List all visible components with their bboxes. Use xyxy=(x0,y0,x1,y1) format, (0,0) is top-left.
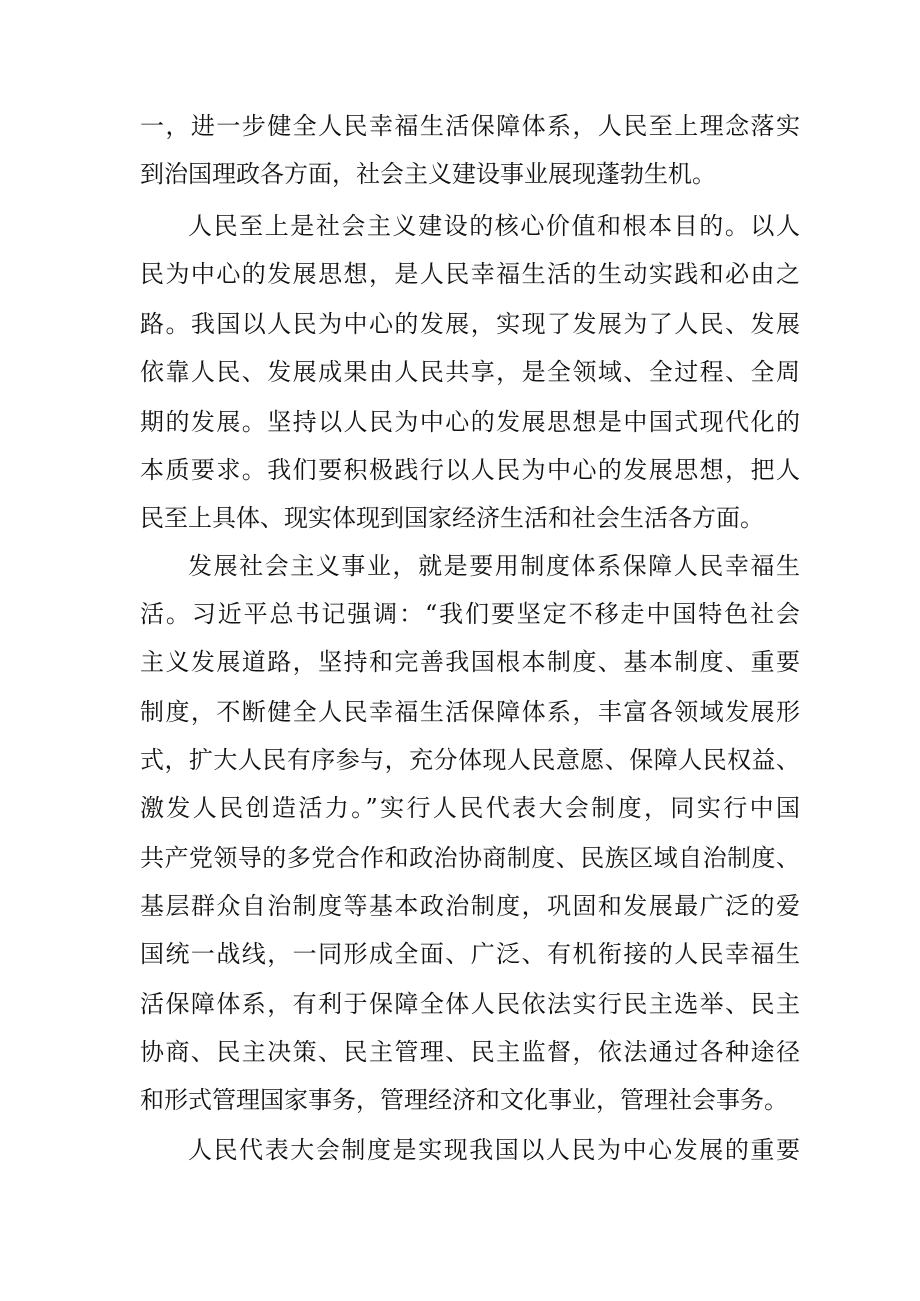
paragraph-1-line-1: 一，进一步健全人民幸福生活保障体系，人民至上理念落实 xyxy=(140,112,800,140)
paragraph-3-line-6: 激发人民创造活力。”实行人民代表大会制度，同实行中国 xyxy=(140,794,800,822)
paragraph-3-line-11: 协商、民主决策、民主管理、民主监督，依法通过各种途径 xyxy=(140,1038,800,1066)
paragraph-3-line-10: 活保障体系，有利于保障全体人民依法实行民主选举、民主 xyxy=(140,990,800,1018)
paragraph-2-line-3: 路。我国以人民为中心的发展，实现了发展为了人民、发展 xyxy=(140,310,800,338)
paragraph-3-line-1: 发展社会主义事业，就是要用制度体系保障人民幸福生 xyxy=(188,552,800,580)
paragraph-2-line-5: 期的发展。坚持以人民为中心的发展思想是中国式现代化的 xyxy=(140,408,800,436)
paragraph-2-line-6: 本质要求。我们要积极践行以人民为中心的发展思想，把人 xyxy=(140,456,800,484)
paragraph-4-line-1: 人民代表大会制度是实现我国以人民为中心发展的重要 xyxy=(188,1136,800,1164)
paragraph-3-line-2: 活。习近平总书记强调：“我们要坚定不移走中国特色社会 xyxy=(140,600,800,628)
paragraph-3-line-3: 主义发展道路，坚持和完善我国根本制度、基本制度、重要 xyxy=(140,648,800,676)
paragraph-2-line-1: 人民至上是社会主义建设的核心价值和根本目的。以人 xyxy=(188,212,800,240)
paragraph-3-line-9: 国统一战线，一同形成全面、广泛、有机衔接的人民幸福生 xyxy=(140,940,800,968)
paragraph-3-line-4: 制度，不断健全人民幸福生活保障体系，丰富各领域发展形 xyxy=(140,698,800,726)
paragraph-3-line-8: 基层群众自治制度等基本政治制度，巩固和发展最广泛的爱 xyxy=(140,892,800,920)
paragraph-1-line-2: 到治国理政各方面，社会主义建设事业展现蓬勃生机。 xyxy=(140,160,716,188)
paragraph-3-line-12: 和形式管理国家事务，管理经济和文化事业，管理社会事务。 xyxy=(140,1086,788,1114)
paragraph-2-line-7: 民至上具体、现实体现到国家经济生活和社会生活各方面。 xyxy=(140,504,764,532)
paragraph-3-line-7: 共产党领导的多党合作和政治协商制度、民族区域自治制度、 xyxy=(140,844,800,872)
paragraph-3-line-5: 式，扩大人民有序参与，充分体现人民意愿、保障人民权益、 xyxy=(140,746,800,774)
paragraph-2-line-4: 依靠人民、发展成果由人民共享，是全领域、全过程、全周 xyxy=(140,358,800,386)
paragraph-2-line-2: 民为中心的发展思想，是人民幸福生活的生动实践和必由之 xyxy=(140,260,800,288)
